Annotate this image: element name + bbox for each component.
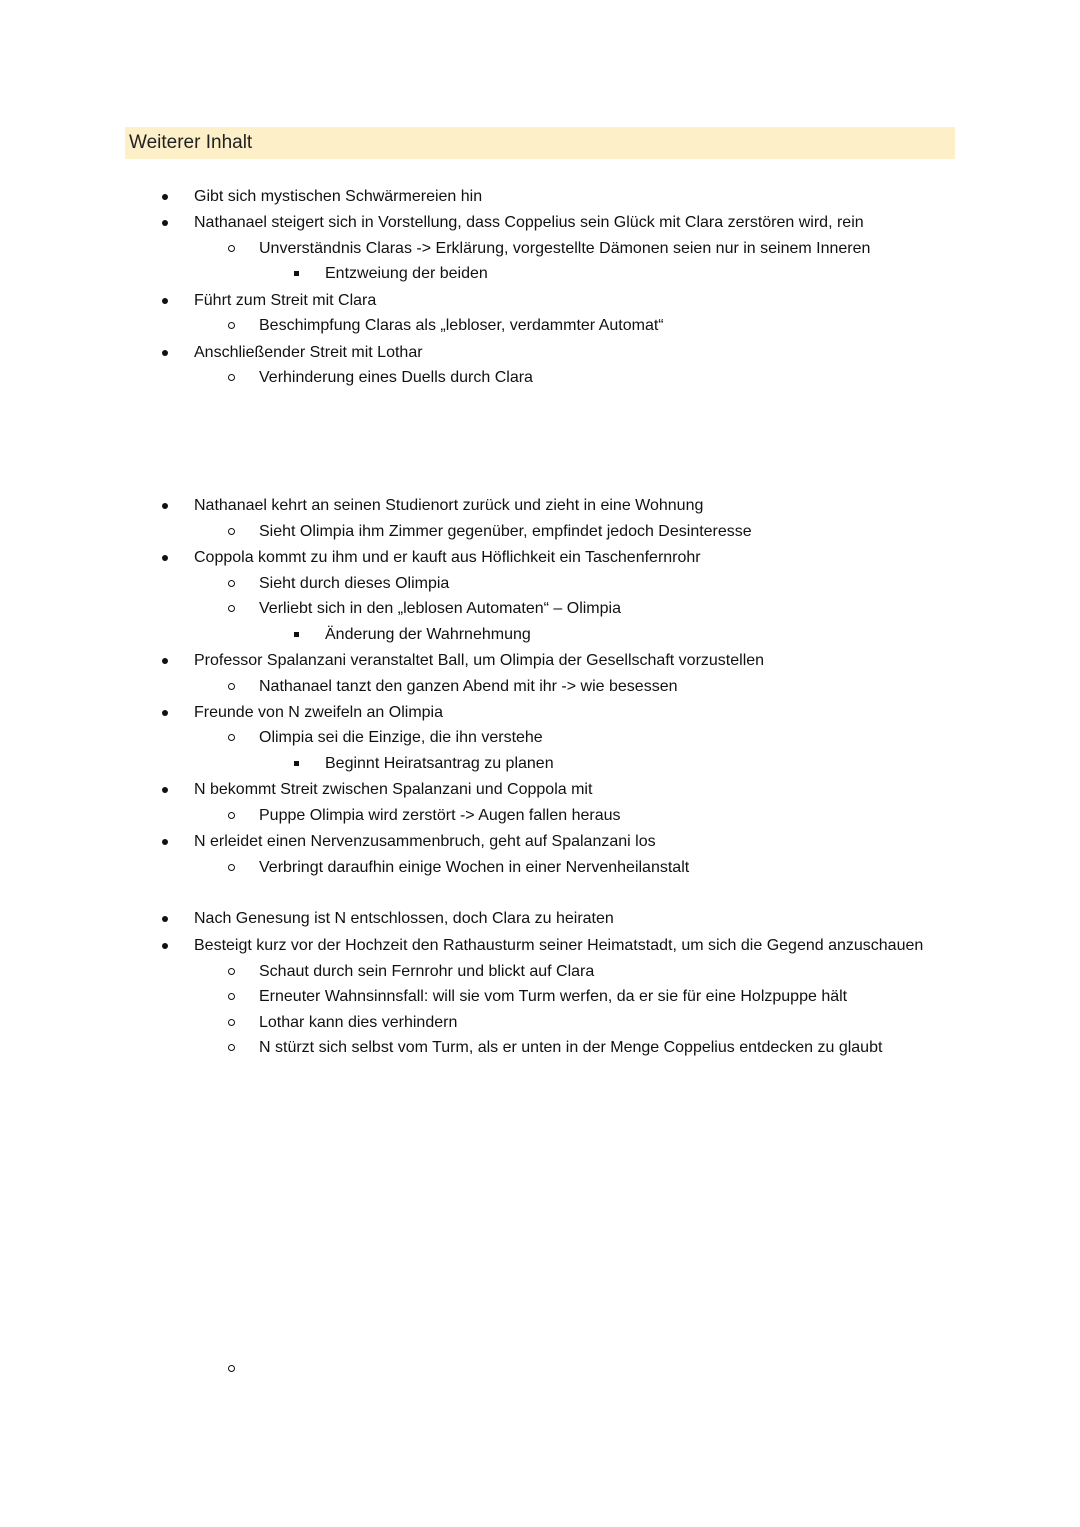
list-item-text: Erneuter Wahnsinnsfall: will sie vom Turm werfen, da er sie für eine Holzpuppe hält [259, 988, 848, 1005]
list-item-text: Professor Spalanzani veranstaltet Ball, um Olimpia der Gesellschaft vorzustellen [194, 652, 765, 669]
bullet-circle-icon [228, 683, 235, 690]
bullet-dot-icon [162, 298, 168, 304]
bullet-dot-icon [162, 194, 168, 200]
list-item-text: Nathanael kehrt an seinen Studienort zurück und zieht in eine Wohnung [194, 497, 704, 514]
bullet-circle-icon [228, 580, 235, 587]
bullet-circle-icon [228, 968, 235, 975]
list-item-text: N erleidet einen Nervenzusammenbruch, geht auf Spalanzani los [194, 833, 656, 850]
list-item-text: Puppe Olimpia wird zerstört -> Augen fallen heraus [259, 807, 621, 824]
section-heading: Weiterer Inhalt [129, 132, 253, 153]
bullet-circle-icon [228, 1019, 235, 1026]
bullet-dot-icon [162, 658, 168, 664]
list-item-text: Gibt sich mystischen Schwärmereien hin [194, 188, 483, 205]
bullet-dot-icon [162, 555, 168, 561]
bullet-circle-icon [228, 322, 235, 329]
list-item-text: Olimpia sei die Einzige, die ihn verstehe [259, 729, 543, 746]
bullet-square-icon [294, 761, 299, 766]
list-item-text: Verhinderung eines Duells durch Clara [259, 369, 533, 386]
list-item-text: Coppola kommt zu ihm und er kauft aus Höflichkeit ein Taschenfernrohr [194, 549, 701, 566]
bullet-circle-icon [228, 1044, 235, 1051]
list-item-text: N stürzt sich selbst vom Turm, als er unten in der Menge Coppelius entdecken zu glaubt [259, 1039, 883, 1056]
list-item-text: Verliebt sich in den „leblosen Automaten“ – Olimpia [259, 600, 621, 617]
list-item-text: Anschließender Streit mit Lothar [194, 344, 423, 361]
list-item-text: Verbringt daraufhin einige Wochen in einer Nervenheilanstalt [259, 859, 690, 876]
bullet-circle-icon [228, 374, 235, 381]
bullet-dot-icon [162, 839, 168, 845]
list-item-text: Unverständnis Claras -> Erklärung, vorgestellte Dämonen seien nur in seinem Inneren [259, 240, 871, 257]
bullet-square-icon [294, 632, 299, 637]
list-item-text: Besteigt kurz vor der Hochzeit den Rathausturm seiner Heimatstadt, um sich die Gegend anzuschauen [194, 937, 924, 954]
list-item-text: Nach Genesung ist N entschlossen, doch Clara zu heiraten [194, 910, 614, 927]
list-item-text: Nathanael steigert sich in Vorstellung, dass Coppelius sein Glück mit Clara zerstören wird, rein [194, 214, 864, 231]
list-item-text: Nathanael tanzt den ganzen Abend mit ihr -> wie besessen [259, 678, 678, 695]
bullet-dot-icon [162, 916, 168, 922]
bullet-dot-icon [162, 503, 168, 509]
list-item-text: Beschimpfung Claras als „lebloser, verdammter Automat“ [259, 317, 664, 334]
list-item-text: Entzweiung der beiden [325, 265, 488, 282]
bullet-circle-icon [228, 993, 235, 1000]
bullet-dot-icon [162, 710, 168, 716]
bullet-circle-icon [228, 812, 235, 819]
bullet-circle-icon [228, 528, 235, 535]
list-item-text: Änderung der Wahrnehmung [325, 626, 531, 643]
list-item-text: N bekommt Streit zwischen Spalanzani und Coppola mit [194, 781, 593, 798]
list-item-text: Sieht durch dieses Olimpia [259, 575, 450, 592]
list-item-text: Sieht Olimpia ihm Zimmer gegenüber, empfindet jedoch Desinteresse [259, 523, 752, 540]
bullet-circle-icon [228, 734, 235, 741]
bullet-dot-icon [162, 787, 168, 793]
list-item-text: Beginnt Heiratsantrag zu planen [325, 755, 554, 772]
bullet-dot-icon [162, 350, 168, 356]
bullet-square-icon [294, 271, 299, 276]
bullet-circle-icon [228, 864, 235, 871]
list-item-text: Führt zum Streit mit Clara [194, 292, 377, 309]
bullet-dot-icon [162, 943, 168, 949]
bullet-circle-icon [228, 1365, 235, 1372]
list-item-text: Freunde von N zweifeln an Olimpia [194, 704, 444, 721]
bullet-circle-icon [228, 245, 235, 252]
bullet-dot-icon [162, 220, 168, 226]
section-heading-bar [125, 127, 955, 159]
list-item-text: Lothar kann dies verhindern [259, 1014, 458, 1031]
list-item-text: Schaut durch sein Fernrohr und blickt auf Clara [259, 963, 595, 980]
bullet-circle-icon [228, 605, 235, 612]
